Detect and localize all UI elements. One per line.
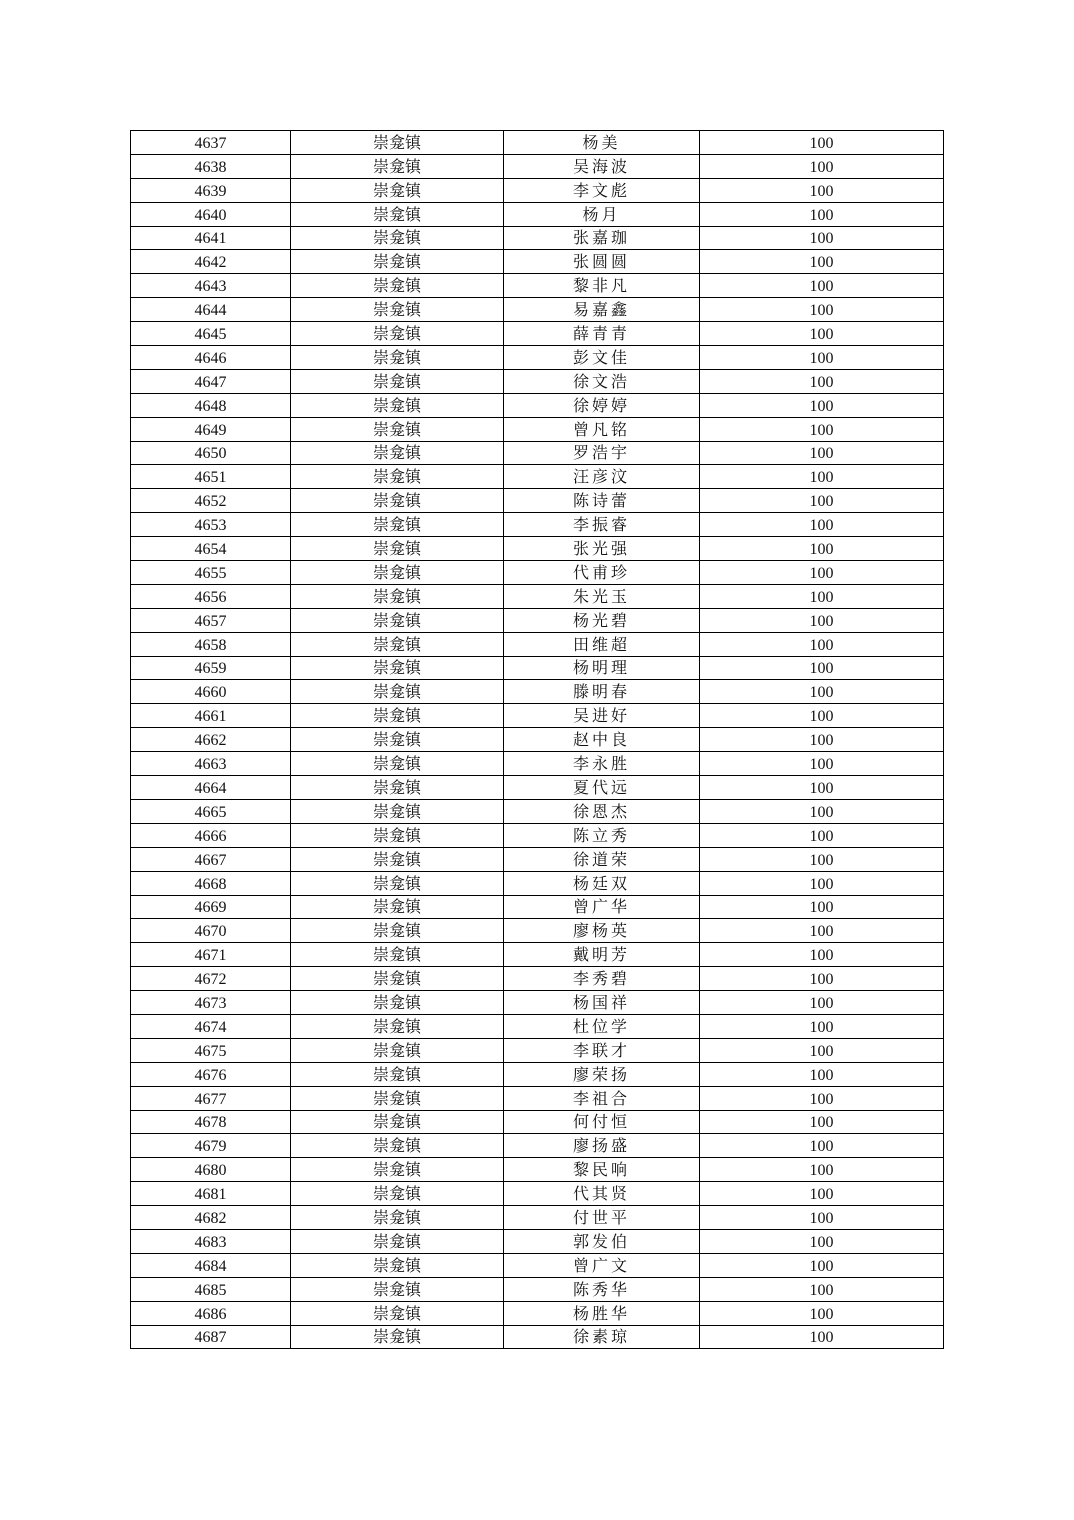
town-cell: 崇龛镇 [291,1110,504,1134]
amount-cell: 100 [700,1253,944,1277]
town-cell: 崇龛镇 [291,919,504,943]
town-cell: 崇龛镇 [291,1158,504,1182]
town-cell: 崇龛镇 [291,776,504,800]
town-cell: 崇龛镇 [291,537,504,561]
name-cell: 廖荣扬 [504,1062,700,1086]
town-cell: 崇龛镇 [291,1301,504,1325]
amount-cell: 100 [700,991,944,1015]
row-number: 4646 [131,346,291,370]
amount-cell: 100 [700,513,944,537]
row-number: 4663 [131,752,291,776]
row-number: 4648 [131,393,291,417]
table-row [131,871,944,895]
amount-cell: 100 [700,298,944,322]
name-cell: 滕明春 [504,680,700,704]
town-cell: 崇龛镇 [291,1014,504,1038]
row-number: 4669 [131,895,291,919]
name-cell: 李祖合 [504,1086,700,1110]
amount-cell: 100 [700,823,944,847]
town-cell: 崇龛镇 [291,1325,504,1349]
town-cell: 崇龛镇 [291,1038,504,1062]
name-cell: 李秀碧 [504,967,700,991]
row-number: 4658 [131,632,291,656]
amount-cell: 100 [700,1229,944,1253]
table-row [131,417,944,441]
row-number: 4656 [131,584,291,608]
town-cell: 崇龛镇 [291,799,504,823]
row-number: 4682 [131,1206,291,1230]
amount-cell: 100 [700,561,944,585]
row-number: 4675 [131,1038,291,1062]
row-number: 4673 [131,991,291,1015]
table-row [131,943,944,967]
row-number: 4674 [131,1014,291,1038]
amount-cell: 100 [700,489,944,513]
table-row [131,1134,944,1158]
name-cell: 杨明理 [504,656,700,680]
amount-cell: 100 [700,322,944,346]
town-cell: 崇龛镇 [291,513,504,537]
amount-cell: 100 [700,1038,944,1062]
table-row [131,1229,944,1253]
name-cell: 陈立秀 [504,823,700,847]
name-cell: 杨国祥 [504,991,700,1015]
table-row [131,1038,944,1062]
table-row [131,991,944,1015]
town-cell: 崇龛镇 [291,1182,504,1206]
amount-cell: 100 [700,1206,944,1230]
amount-cell: 100 [700,728,944,752]
amount-cell: 100 [700,154,944,178]
town-cell: 崇龛镇 [291,178,504,202]
table-row [131,154,944,178]
row-number: 4653 [131,513,291,537]
table-row [131,346,944,370]
town-cell: 崇龛镇 [291,943,504,967]
amount-cell: 100 [700,847,944,871]
amount-cell: 100 [700,871,944,895]
amount-cell: 100 [700,441,944,465]
name-cell: 田维超 [504,632,700,656]
table-row [131,226,944,250]
name-cell: 杨光碧 [504,608,700,632]
town-cell: 崇龛镇 [291,608,504,632]
table-row [131,131,944,155]
town-cell: 崇龛镇 [291,369,504,393]
table-row [131,1325,944,1349]
amount-cell: 100 [700,393,944,417]
row-number: 4666 [131,823,291,847]
amount-cell: 100 [700,656,944,680]
table-row [131,584,944,608]
name-cell: 代甫珍 [504,561,700,585]
row-number: 4677 [131,1086,291,1110]
town-cell: 崇龛镇 [291,847,504,871]
amount-cell: 100 [700,465,944,489]
town-cell: 崇龛镇 [291,489,504,513]
name-cell: 徐婷婷 [504,393,700,417]
table-row [131,393,944,417]
amount-cell: 100 [700,1062,944,1086]
name-cell: 陈诗蕾 [504,489,700,513]
town-cell: 崇龛镇 [291,131,504,155]
name-cell: 彭文佳 [504,346,700,370]
amount-cell: 100 [700,1301,944,1325]
table-row [131,823,944,847]
row-number: 4664 [131,776,291,800]
amount-cell: 100 [700,226,944,250]
row-number: 4667 [131,847,291,871]
name-cell: 张光强 [504,537,700,561]
table-row [131,202,944,226]
amount-cell: 100 [700,919,944,943]
table-row [131,250,944,274]
name-cell: 廖扬盛 [504,1134,700,1158]
row-number: 4685 [131,1277,291,1301]
name-cell: 徐道荣 [504,847,700,871]
town-cell: 崇龛镇 [291,250,504,274]
amount-cell: 100 [700,537,944,561]
name-cell: 吴海波 [504,154,700,178]
row-number: 4671 [131,943,291,967]
row-number: 4645 [131,322,291,346]
row-number: 4655 [131,561,291,585]
table-row [131,1086,944,1110]
table-row [131,680,944,704]
town-cell: 崇龛镇 [291,632,504,656]
name-cell: 李振睿 [504,513,700,537]
town-cell: 崇龛镇 [291,441,504,465]
row-number: 4650 [131,441,291,465]
table-row [131,1062,944,1086]
table-row [131,489,944,513]
table-row [131,728,944,752]
amount-cell: 100 [700,1134,944,1158]
name-cell: 杨胜华 [504,1301,700,1325]
row-number: 4651 [131,465,291,489]
town-cell: 崇龛镇 [291,1229,504,1253]
name-cell: 代其贤 [504,1182,700,1206]
table-row [131,847,944,871]
name-cell: 朱光玉 [504,584,700,608]
amount-cell: 100 [700,1086,944,1110]
town-cell: 崇龛镇 [291,991,504,1015]
amount-cell: 100 [700,417,944,441]
row-number: 4683 [131,1229,291,1253]
row-number: 4670 [131,919,291,943]
amount-cell: 100 [700,178,944,202]
row-number: 4659 [131,656,291,680]
row-number: 4649 [131,417,291,441]
town-cell: 崇龛镇 [291,202,504,226]
town-cell: 崇龛镇 [291,680,504,704]
amount-cell: 100 [700,369,944,393]
town-cell: 崇龛镇 [291,561,504,585]
table-row [131,704,944,728]
table-row [131,298,944,322]
amount-cell: 100 [700,776,944,800]
amount-cell: 100 [700,1110,944,1134]
row-number: 4678 [131,1110,291,1134]
name-cell: 杨月 [504,202,700,226]
table-row [131,656,944,680]
town-cell: 崇龛镇 [291,1277,504,1301]
town-cell: 崇龛镇 [291,274,504,298]
row-number: 4684 [131,1253,291,1277]
town-cell: 崇龛镇 [291,417,504,441]
table-row [131,1253,944,1277]
amount-cell: 100 [700,250,944,274]
amount-cell: 100 [700,1158,944,1182]
town-cell: 崇龛镇 [291,752,504,776]
name-cell: 曾广文 [504,1253,700,1277]
town-cell: 崇龛镇 [291,1253,504,1277]
town-cell: 崇龛镇 [291,322,504,346]
table-row [131,608,944,632]
row-number: 4652 [131,489,291,513]
town-cell: 崇龛镇 [291,1086,504,1110]
name-cell: 李文彪 [504,178,700,202]
town-cell: 崇龛镇 [291,1206,504,1230]
name-cell: 黎民响 [504,1158,700,1182]
row-number: 4681 [131,1182,291,1206]
town-cell: 崇龛镇 [291,298,504,322]
town-cell: 崇龛镇 [291,656,504,680]
name-cell: 李联才 [504,1038,700,1062]
name-cell: 吴进好 [504,704,700,728]
table-row [131,513,944,537]
row-number: 4640 [131,202,291,226]
table-row [131,1301,944,1325]
table-row [131,537,944,561]
table-row [131,1206,944,1230]
town-cell: 崇龛镇 [291,895,504,919]
amount-cell: 100 [700,131,944,155]
name-cell: 薛青青 [504,322,700,346]
name-cell: 曾广华 [504,895,700,919]
row-number: 4657 [131,608,291,632]
table-row [131,178,944,202]
amount-cell: 100 [700,1182,944,1206]
amount-cell: 100 [700,1277,944,1301]
row-number: 4654 [131,537,291,561]
row-number: 4641 [131,226,291,250]
table-row [131,919,944,943]
name-cell: 黎非凡 [504,274,700,298]
row-number: 4679 [131,1134,291,1158]
name-cell: 赵中良 [504,728,700,752]
row-number: 4686 [131,1301,291,1325]
amount-cell: 100 [700,346,944,370]
row-number: 4638 [131,154,291,178]
town-cell: 崇龛镇 [291,704,504,728]
table-row [131,1110,944,1134]
town-cell: 崇龛镇 [291,465,504,489]
row-number: 4660 [131,680,291,704]
amount-cell: 100 [700,274,944,298]
amount-cell: 100 [700,680,944,704]
town-cell: 崇龛镇 [291,226,504,250]
row-number: 4643 [131,274,291,298]
table-row [131,465,944,489]
table-row [131,799,944,823]
town-cell: 崇龛镇 [291,393,504,417]
row-number: 4668 [131,871,291,895]
name-cell: 李永胜 [504,752,700,776]
table-row [131,274,944,298]
amount-cell: 100 [700,202,944,226]
table-row [131,322,944,346]
town-cell: 崇龛镇 [291,154,504,178]
town-cell: 崇龛镇 [291,967,504,991]
name-cell: 陈秀华 [504,1277,700,1301]
row-number: 4647 [131,369,291,393]
amount-cell: 100 [700,584,944,608]
row-number: 4680 [131,1158,291,1182]
town-cell: 崇龛镇 [291,346,504,370]
row-number: 4639 [131,178,291,202]
amount-cell: 100 [700,752,944,776]
name-cell: 徐文浩 [504,369,700,393]
row-number: 4644 [131,298,291,322]
amount-cell: 100 [700,799,944,823]
name-cell: 张嘉珈 [504,226,700,250]
row-number: 4676 [131,1062,291,1086]
amount-cell: 100 [700,632,944,656]
recipient-table [130,130,944,1349]
amount-cell: 100 [700,1014,944,1038]
row-number: 4687 [131,1325,291,1349]
amount-cell: 100 [700,967,944,991]
amount-cell: 100 [700,704,944,728]
name-cell: 夏代远 [504,776,700,800]
name-cell: 徐恩杰 [504,799,700,823]
row-number: 4637 [131,131,291,155]
town-cell: 崇龛镇 [291,823,504,847]
table-row [131,776,944,800]
name-cell: 郭发伯 [504,1229,700,1253]
name-cell: 杨廷双 [504,871,700,895]
name-cell: 杜位学 [504,1014,700,1038]
row-number: 4672 [131,967,291,991]
row-number: 4661 [131,704,291,728]
table-row [131,752,944,776]
name-cell: 罗浩宇 [504,441,700,465]
name-cell: 付世平 [504,1206,700,1230]
table-row [131,1014,944,1038]
amount-cell: 100 [700,943,944,967]
town-cell: 崇龛镇 [291,1062,504,1086]
table-row [131,441,944,465]
table-row [131,1277,944,1301]
name-cell: 曾凡铭 [504,417,700,441]
name-cell: 张圆圆 [504,250,700,274]
row-number: 4642 [131,250,291,274]
row-number: 4665 [131,799,291,823]
table-row [131,1158,944,1182]
table-row [131,895,944,919]
amount-cell: 100 [700,1325,944,1349]
row-number: 4662 [131,728,291,752]
table-row [131,369,944,393]
table-row [131,1182,944,1206]
amount-cell: 100 [700,895,944,919]
town-cell: 崇龛镇 [291,728,504,752]
town-cell: 崇龛镇 [291,871,504,895]
table-row [131,561,944,585]
town-cell: 崇龛镇 [291,1134,504,1158]
amount-cell: 100 [700,608,944,632]
name-cell: 杨美 [504,131,700,155]
name-cell: 易嘉鑫 [504,298,700,322]
name-cell: 廖杨英 [504,919,700,943]
name-cell: 戴明芳 [504,943,700,967]
table-body [131,131,944,1349]
table-row [131,967,944,991]
name-cell: 徐素琼 [504,1325,700,1349]
town-cell: 崇龛镇 [291,584,504,608]
name-cell: 何付恒 [504,1110,700,1134]
table-row [131,632,944,656]
name-cell: 汪彦汶 [504,465,700,489]
